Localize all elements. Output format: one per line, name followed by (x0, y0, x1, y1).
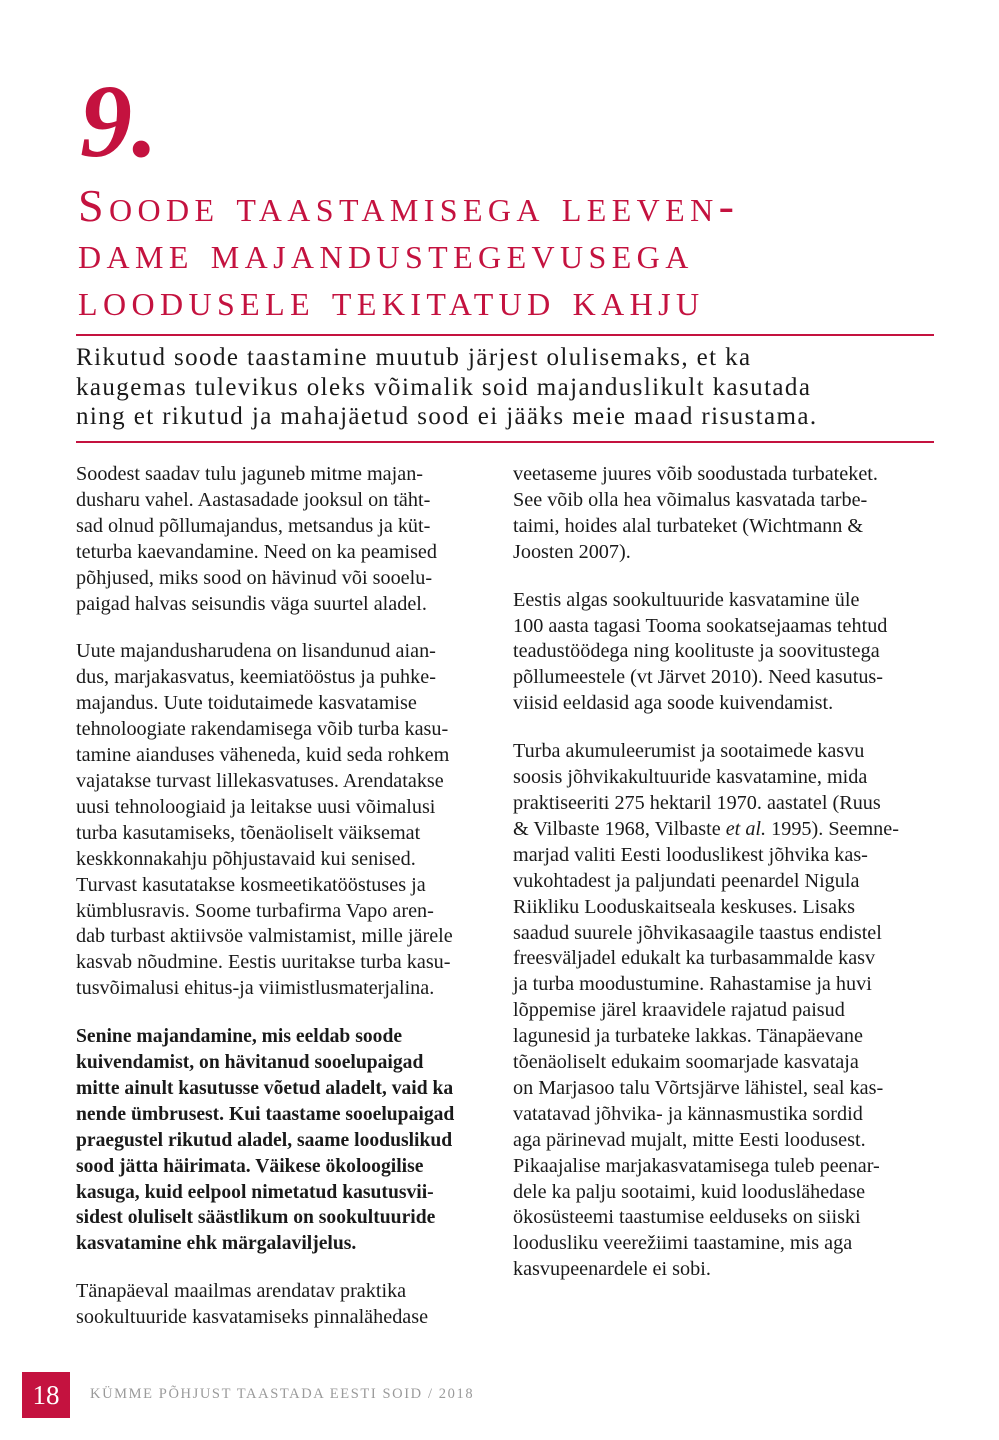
chapter-title-line: Soode taastamisega leeven- (78, 180, 740, 231)
left-column (76, 462, 486, 1353)
chapter-title (78, 182, 938, 323)
text-line: lagunesid ja turbateke lakkas. Tänapäevane (513, 1025, 863, 1048)
lead-paragraph (76, 343, 936, 432)
text-line: teadustöödega ning koolituste ja soovitustega (513, 640, 880, 663)
text-line: sidest oluliselt säästlikum on sookultuuride (76, 1207, 436, 1229)
text-line: Joosten 2007). (513, 540, 631, 563)
text-line: turba kasutamiseks, tõenäoliselt väiksemat (76, 821, 421, 844)
text-line: praegustel rikutud aladel, saame looduslikud (76, 1129, 453, 1151)
text-line: uusi tehnoloogiaid ja leitakse uusi võimalusi (76, 795, 436, 818)
body-paragraph-7 (513, 739, 938, 1283)
running-footer: KÜMME PÕHJUST TAASTADA EESTI SOID / 2018 (90, 1386, 475, 1402)
text-line: taimi, hoides alal turbateket (Wichtmann & (513, 514, 864, 537)
text-line: See võib olla hea võimalus kasvatada tarbe- (513, 488, 868, 511)
chapter-number: 9. (80, 64, 158, 179)
text-line: Pikaajalise marjakasvatamisega tuleb peenar- (513, 1154, 880, 1177)
text-line: teturba kaevandamine. Need on ka peamised (76, 540, 437, 563)
body-paragraph-1 (76, 462, 486, 617)
body-paragraph-5 (513, 462, 938, 566)
body-paragraph-4 (76, 1279, 486, 1331)
body-paragraph-2 (76, 639, 486, 1002)
text-line: kasvatamine ehk märgalaviljelus. (76, 1233, 357, 1255)
text-line: freesväljadel edukalt ka turbasammalde kasv (513, 947, 876, 970)
text-line: Uute majandusharudena on lisandunud aian- (76, 640, 436, 663)
text-line: lõppemise järel kraavidele rajatud paisud (513, 999, 845, 1022)
text-line: vukohtadest ja paljundati peenardel Nigula (513, 869, 860, 892)
text-line: veetaseme juures võib soodustada turbateket. (513, 463, 878, 485)
text-line: tõenäoliselt edukaim soomarjade kasvataja (513, 1051, 859, 1074)
text-line: nende ümbrusest. Kui taastame sooelupaigad (76, 1103, 455, 1125)
text-line: Tänapäeval maailmas arendatav praktika (76, 1280, 407, 1303)
text-line: kuivendamist, on hävitanud sooelupaigad (76, 1052, 424, 1074)
text-run: & Vilbaste 1968, Vilbaste (513, 817, 726, 840)
text-line: kümblusravis. Soome turbafirma Vapo aren- (76, 899, 434, 922)
page-number: 18 (32, 1380, 60, 1410)
text-line (513, 817, 938, 843)
text-line: Senine majandamine, mis eeldab soode (76, 1026, 403, 1048)
text-line: dab turbast aktiivsöe valmistamist, mille järele (76, 925, 453, 948)
text-line: tusvõimalusi ehitus-ja viimistlusmaterjalina. (76, 977, 435, 1000)
text-line: kasuga, kuid eelpool nimetatud kasutusvii- (76, 1181, 434, 1203)
text-line: sad olnud põllumajandus, metsandus ja küt- (76, 514, 431, 537)
lead-line: Rikutud soode taastamine muutub järjest olulisemaks, et ka (76, 344, 752, 371)
text-line: tehnoloogiate rakendamisega võib turba kasu- (76, 718, 449, 741)
chapter-title-line: dame majandustegevusega (78, 227, 694, 278)
text-line: keskkonnakahju põhjustavaid kui senised. (76, 847, 416, 870)
bottom-divider (76, 441, 934, 443)
top-divider (76, 334, 934, 336)
text-line: kasvab nõudmine. Eestis uuritakse turba kasu- (76, 951, 451, 974)
text-line: ökosüsteemi taastumise eelduseks on siiski (513, 1206, 861, 1229)
text-line: tamine aianduses väheneda, kuid seda rohkem (76, 744, 450, 767)
text-line: on Marjasoo talu Võrtsjärve lähistel, seal kas- (513, 1076, 884, 1099)
text-line: Eestis algas sookultuuride kasvatamine üle (513, 588, 860, 611)
body-paragraph-6 (513, 588, 938, 718)
text-line: loodusliku veerežiimi taastamine, mis aga (513, 1232, 853, 1255)
text-line: majandus. Uute toidutaimede kasvatamise (76, 692, 417, 715)
text-line: Riikliku Looduskaitseala keskuses. Lisaks (513, 895, 856, 918)
text-run: 1995). Seemne- (766, 817, 899, 840)
text-line: põllumeestele (vt Järvet 2010). Need kasutus- (513, 666, 883, 689)
right-column (513, 462, 938, 1305)
chapter-title-line: loodusele tekitatud kahju (78, 274, 705, 325)
text-line: dusharu vahel. Aastasadade jooksul on täht- (76, 488, 431, 511)
text-line: vajatakse turvast lillekasvatuses. Arendatakse (76, 769, 444, 792)
text-line: aga pärinevad mujalt, mitte Eesti loodusest. (513, 1128, 866, 1151)
text-line: vatatavad jõhvika- ja kännasmustika sordid (513, 1102, 863, 1125)
text-line: dus, marjakasvatus, keemiatööstus ja puhke- (76, 666, 436, 689)
text-line: viisid eeldasid aga soode kuivendamist. (513, 692, 834, 715)
lead-line: ning et rikutud ja mahajäetud sood ei jääks meie maad risustama. (76, 403, 818, 430)
lead-line: kaugemas tulevikus oleks võimalik soid majanduslikult kasutada (76, 373, 812, 401)
text-line: dele ka palju sootaimi, kuid looduslähedase (513, 1180, 866, 1203)
text-line: põhjused, miks sood on hävinud või sooelu- (76, 566, 433, 589)
text-line: kasvupeenardele ei sobi. (513, 1258, 711, 1281)
text-line: Turba akumuleerumist ja sootaimede kasvu (513, 740, 865, 763)
text-line: 100 aasta tagasi Tooma sookatsejaamas tehtud (513, 614, 888, 637)
highlight-paragraph (76, 1024, 486, 1257)
text-line: soosis jõhvikakultuuride kasvatamine, mida (513, 766, 868, 789)
text-line: Soodest saadav tulu jaguneb mitme majan- (76, 463, 424, 485)
text-line: Turvast kasutatakse kosmeetikatööstuses ja (76, 873, 426, 896)
text-line: sood jätta häirimata. Väikese ökoloogilise (76, 1155, 424, 1177)
text-line: ja turba moodustumine. Rahastamise ja huvi (513, 973, 872, 996)
text-line: marjad valiti Eesti looduslikest jõhvika kas- (513, 843, 868, 866)
text-line: saadud suurele jõhvikasaagile taastus endistel (513, 921, 882, 944)
italic-citation: et al. (725, 817, 767, 840)
text-line: mitte ainult kasutusse võetud aladelt, vaid ka (76, 1077, 454, 1099)
text-line: paigad halvas seisundis väga suurtel aladel. (76, 592, 427, 615)
text-line: sookultuuride kasvatamiseks pinnalähedase (76, 1306, 429, 1329)
text-line: praktiseeriti 275 hektaril 1970. aastatel (Ruus (513, 791, 881, 814)
